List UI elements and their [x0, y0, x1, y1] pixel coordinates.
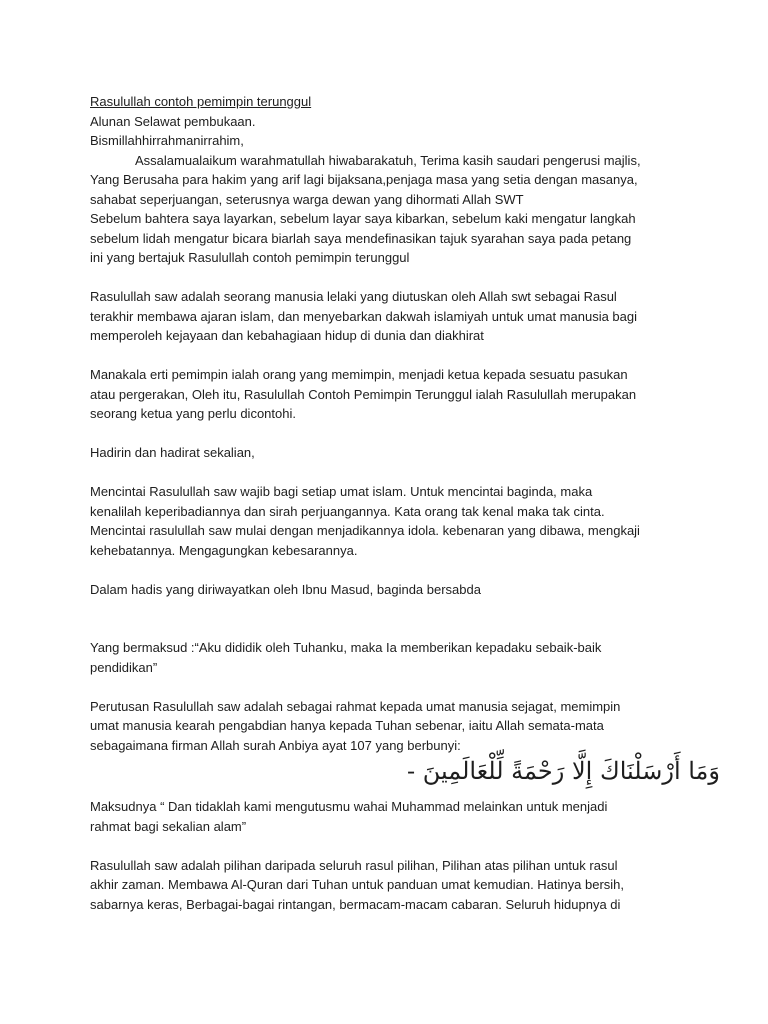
paragraph-gap [90, 560, 690, 580]
paragraph-line: Yang bermaksud :“Aku dididik oleh Tuhanku, maka Ia memberikan kepadaku sebaik-baik [90, 640, 602, 655]
paragraph-line: pendidikan” [90, 659, 158, 675]
paragraph-gap [90, 836, 690, 856]
arabic-verse: وَمَا أَرْسَلْنَاكَ إِلَّا رَحْمَةً لِّلْعَالَمِينَ - [406, 757, 720, 785]
paragraph-line: kenalilah keperibadiannya dan sirah perjuangannya. Kata orang tak kenal maka tak cinta. [90, 503, 605, 519]
paragraph-line: Hadirin dan hadirat sekalian, [90, 445, 255, 460]
document-title: Rasulullah contoh pemimpin terunggul [90, 94, 312, 109]
paragraph-gap [90, 463, 690, 483]
document-page [90, 92, 720, 914]
paragraph-gap [90, 346, 690, 366]
greeting-line: Yang Berusaha para hakim yang arif lagi bijaksana,penjaga masa yang setia dengan masanya, [90, 172, 638, 187]
paragraph-line: Rasulullah saw adalah pilihan daripada seluruh rasul pilihan, Pilihan atas pilihan untuk rasul [90, 857, 618, 873]
greeting-line: sebelum lidah mengatur bicara biarlah saya mendefinasikan tajuk syarahan saya pada petang [90, 230, 632, 246]
intro-line: Bismillahhirrahmanirrahim, [90, 133, 244, 148]
paragraph-gap [90, 424, 690, 444]
paragraph-line: Perutusan Rasulullah saw adalah sebagai rahmat kepada umat manusia sejagat, memimpin [90, 698, 621, 714]
greeting-line: sahabat seperjuangan, seterusnya warga dewan yang dihormati Allah SWT [90, 191, 524, 207]
paragraph-gap [90, 599, 690, 638]
paragraph-line: umat manusia kearah pengabdian hanya kepada Tuhan sebenar, iaitu Allah semata-mata [90, 718, 604, 733]
greeting-line: ini yang bertajuk Rasulullah contoh pemimpin terunggul [90, 250, 410, 265]
paragraph-line: Mencintai Rasulullah saw wajib bagi setiap umat islam. Untuk mencintai baginda, maka [90, 484, 593, 499]
paragraph-gap [90, 677, 690, 697]
paragraph-gap [90, 268, 690, 288]
intro-line: Alunan Selawat pembukaan. [90, 113, 256, 129]
paragraph-line: Mencintai rasulullah saw mulai dengan menjadikannya idola. kebenaran yang dibawa, mengkaji [90, 523, 640, 538]
paragraph-line: memperoleh kejayaan dan kebahagiaan hidup di dunia dan diakhirat [90, 328, 484, 343]
paragraph-line: sabarnya keras, Berbagai-bagai rintangan, bermacam-macam cabaran. Seluruh hidupnya di [90, 896, 621, 912]
paragraph-line: sebagaimana firman Allah surah Anbiya ayat 107 yang berbunyi: [90, 737, 461, 753]
paragraph-line: kehebatannya. Mengagungkan kebesarannya. [90, 542, 358, 558]
paragraph-line: atau pergerakan, Oleh itu, Rasulullah Contoh Pemimpin Terunggul ialah Rasulullah merupakan [90, 386, 637, 402]
paragraph-line: Manakala erti pemimpin ialah orang yang memimpin, menjadi ketua kepada sesuatu pasukan [90, 367, 628, 382]
paragraph-line: Rasulullah saw adalah seorang manusia lelaki yang diutuskan oleh Allah swt sebagai Rasul [90, 289, 617, 304]
paragraph-line: Maksudnya “ Dan tidaklah kami mengutusmu wahai Muhammad melainkan untuk menjadi [90, 799, 608, 814]
paragraph-line: rahmat bagi sekalian alam” [90, 818, 247, 834]
greeting-line: Assalamualaikum warahmatullah hiwabarakatuh, Terima kasih saudari pengerusi majlis, [135, 152, 641, 168]
greeting-line: Sebelum bahtera saya layarkan, sebelum layar saya kibarkan, sebelum kaki mengatur langkah [90, 211, 636, 226]
paragraph-line: terakhir membawa ajaran islam, dan menyebarkan dakwah islamiyah untuk umat manusia bagi [90, 308, 637, 324]
arabic-verse-row [90, 755, 720, 797]
paragraph-line: seorang ketua yang perlu dicontohi. [90, 406, 296, 421]
paragraph-line: akhir zaman. Membawa Al-Quran dari Tuhan untuk panduan umat kemudian. Hatinya bersih, [90, 877, 625, 892]
paragraph-line: Dalam hadis yang diriwayatkan oleh Ibnu Masud, baginda bersabda [90, 581, 481, 597]
